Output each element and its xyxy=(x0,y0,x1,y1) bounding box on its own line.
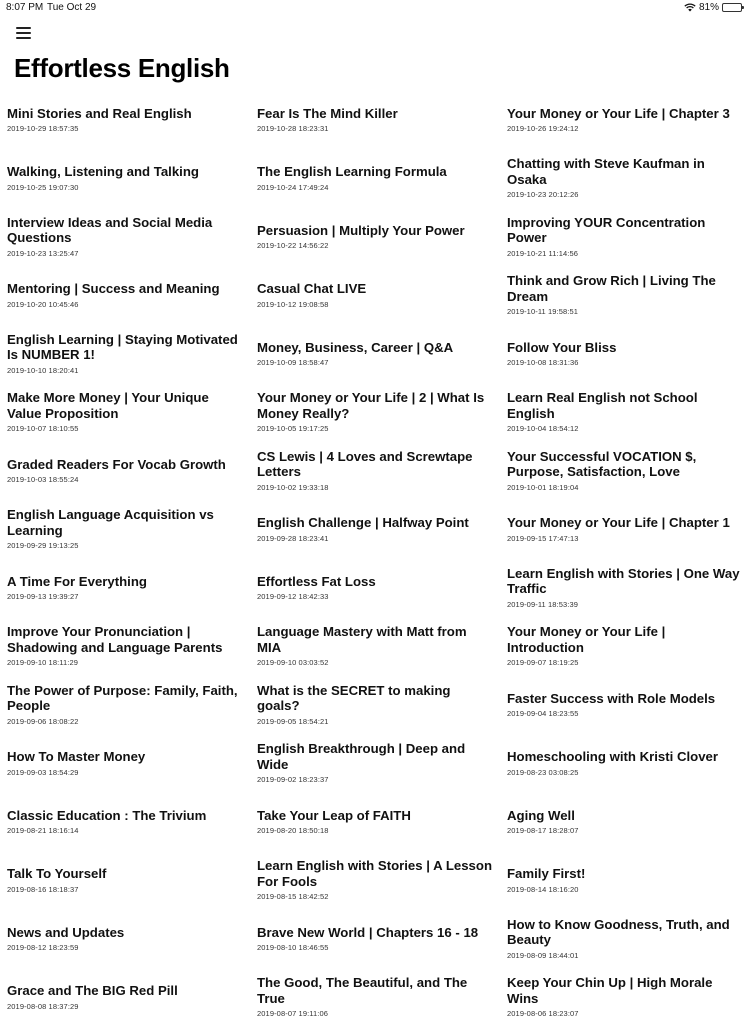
episode-item[interactable] xyxy=(250,558,500,617)
episode-title: Your Money or Your Life | Chapter 1 xyxy=(507,515,744,531)
episode-title: English Learning | Staying Motivated Is NUMBER 1! xyxy=(7,332,244,363)
episode-item[interactable] xyxy=(500,617,750,676)
episode-item[interactable] xyxy=(250,851,500,910)
episode-date: 2019-08-09 18:44:01 xyxy=(507,951,744,960)
episode-date: 2019-09-06 18:08:22 xyxy=(7,717,244,726)
episode-item[interactable] xyxy=(0,324,250,383)
episode-title: Classic Education : The Trivium xyxy=(7,808,244,824)
episode-date: 2019-09-02 18:23:37 xyxy=(257,775,494,784)
episode-title: Interview Ideas and Social Media Questions xyxy=(7,215,244,246)
episode-date: 2019-08-16 18:18:37 xyxy=(7,885,244,894)
episode-item[interactable] xyxy=(0,617,250,676)
episode-title: Brave New World | Chapters 16 - 18 xyxy=(257,925,494,941)
episode-date: 2019-09-29 19:13:25 xyxy=(7,541,244,550)
episode-item[interactable] xyxy=(500,383,750,442)
episode-item[interactable] xyxy=(0,149,250,208)
episode-item[interactable] xyxy=(500,792,750,851)
episode-title: How To Master Money xyxy=(7,749,244,765)
episode-title: Your Money or Your Life | Introduction xyxy=(507,624,744,655)
episode-date: 2019-10-25 19:07:30 xyxy=(7,183,244,192)
episode-title: Your Money or Your Life | Chapter 3 xyxy=(507,106,744,122)
episode-title: How to Know Goodness, Truth, and Beauty xyxy=(507,917,744,948)
episode-item[interactable] xyxy=(500,266,750,325)
episode-title: The Power of Purpose: Family, Faith, People xyxy=(7,683,244,714)
episode-item[interactable] xyxy=(0,909,250,968)
episode-date: 2019-08-21 18:16:14 xyxy=(7,826,244,835)
episode-item[interactable] xyxy=(0,500,250,559)
episode-item[interactable] xyxy=(250,149,500,208)
episode-date: 2019-10-08 18:31:36 xyxy=(507,358,744,367)
episode-date: 2019-10-07 18:10:55 xyxy=(7,424,244,433)
episode-date: 2019-08-06 18:23:07 xyxy=(507,1009,744,1018)
episode-title: Keep Your Chin Up | High Morale Wins xyxy=(507,975,744,1006)
battery-icon xyxy=(722,3,742,12)
episode-date: 2019-08-10 18:46:55 xyxy=(257,943,494,952)
episode-item[interactable] xyxy=(250,383,500,442)
episode-date: 2019-10-23 13:25:47 xyxy=(7,249,244,258)
episode-item[interactable] xyxy=(0,558,250,617)
episode-date: 2019-10-28 18:23:31 xyxy=(257,124,494,133)
episode-item[interactable] xyxy=(500,441,750,500)
episode-title: Homeschooling with Kristi Clover xyxy=(507,749,744,765)
menu-button[interactable] xyxy=(14,24,34,42)
episode-title: Fear Is The Mind Killer xyxy=(257,106,494,122)
page-title: Effortless English xyxy=(14,53,230,84)
episode-date: 2019-10-24 17:49:24 xyxy=(257,183,494,192)
episode-date: 2019-10-05 19:17:25 xyxy=(257,424,494,433)
episode-date: 2019-10-23 20:12:26 xyxy=(507,190,744,199)
episode-date: 2019-10-12 19:08:58 xyxy=(257,300,494,309)
episode-title: Mentoring | Success and Meaning xyxy=(7,281,244,297)
episode-title: News and Updates xyxy=(7,925,244,941)
episode-title: Make More Money | Your Unique Value Proposition xyxy=(7,390,244,421)
episode-date: 2019-09-07 18:19:25 xyxy=(507,658,744,667)
episode-item[interactable] xyxy=(250,441,500,500)
episode-item[interactable] xyxy=(0,441,250,500)
episode-item[interactable] xyxy=(0,851,250,910)
episode-date: 2019-10-26 19:24:12 xyxy=(507,124,744,133)
episode-date: 2019-10-29 18:57:35 xyxy=(7,124,244,133)
episode-item[interactable] xyxy=(500,675,750,734)
episode-date: 2019-08-20 18:50:18 xyxy=(257,826,494,835)
battery-percent: 81% xyxy=(699,2,719,13)
episode-title: Your Successful VOCATION $, Purpose, Satisfaction, Love xyxy=(507,449,744,480)
episode-date: 2019-09-03 18:54:29 xyxy=(7,768,244,777)
episode-title: Family First! xyxy=(507,866,744,882)
episode-item[interactable] xyxy=(0,266,250,325)
episode-item[interactable] xyxy=(0,792,250,851)
episode-title: Talk To Yourself xyxy=(7,866,244,882)
episode-date: 2019-09-04 18:23:55 xyxy=(507,709,744,718)
episode-date: 2019-10-01 18:19:04 xyxy=(507,483,744,492)
episode-date: 2019-10-11 19:58:51 xyxy=(507,307,744,316)
episode-date: 2019-08-14 18:16:20 xyxy=(507,885,744,894)
episode-item[interactable] xyxy=(0,968,250,1026)
episode-title: Improving YOUR Concentration Power xyxy=(507,215,744,246)
episode-date: 2019-09-15 17:47:13 xyxy=(507,534,744,543)
episode-item[interactable] xyxy=(0,207,250,266)
episode-date: 2019-10-03 18:55:24 xyxy=(7,475,244,484)
episode-title: Money, Business, Career | Q&A xyxy=(257,340,494,356)
episode-date: 2019-10-09 18:58:47 xyxy=(257,358,494,367)
episode-date: 2019-08-15 18:42:52 xyxy=(257,892,494,901)
episode-date: 2019-08-12 18:23:59 xyxy=(7,943,244,952)
episode-date: 2019-09-10 03:03:52 xyxy=(257,658,494,667)
episode-title: Grace and The BIG Red Pill xyxy=(7,983,244,999)
episode-title: English Language Acquisition vs Learning xyxy=(7,507,244,538)
episode-item[interactable] xyxy=(250,324,500,383)
hamburger-icon xyxy=(16,27,31,29)
episode-date: 2019-09-28 18:23:41 xyxy=(257,534,494,543)
episode-title: English Breakthrough | Deep and Wide xyxy=(257,741,494,772)
episode-item[interactable] xyxy=(250,968,500,1026)
episode-item[interactable] xyxy=(250,90,500,149)
episode-title: Chatting with Steve Kaufman in Osaka xyxy=(507,156,744,187)
episode-date: 2019-08-23 03:08:25 xyxy=(507,768,744,777)
episode-item[interactable] xyxy=(250,266,500,325)
episode-item[interactable] xyxy=(500,324,750,383)
episode-date: 2019-09-13 19:39:27 xyxy=(7,592,244,601)
episode-date: 2019-09-05 18:54:21 xyxy=(257,717,494,726)
episode-item[interactable] xyxy=(500,149,750,208)
episode-item[interactable] xyxy=(500,968,750,1026)
episode-date: 2019-09-11 18:53:39 xyxy=(507,600,744,609)
episode-title: Faster Success with Role Models xyxy=(507,691,744,707)
episode-date: 2019-08-08 18:37:29 xyxy=(7,1002,244,1011)
episode-item[interactable] xyxy=(250,500,500,559)
episode-title: Graded Readers For Vocab Growth xyxy=(7,457,244,473)
episode-date: 2019-08-07 19:11:06 xyxy=(257,1009,494,1018)
episode-date: 2019-09-10 18:11:29 xyxy=(7,658,244,667)
episode-date: 2019-09-12 18:42:33 xyxy=(257,592,494,601)
episode-date: 2019-10-02 19:33:18 xyxy=(257,483,494,492)
episode-item[interactable] xyxy=(500,851,750,910)
episode-item[interactable] xyxy=(250,792,500,851)
episode-item[interactable] xyxy=(250,207,500,266)
episode-date: 2019-10-04 18:54:12 xyxy=(507,424,744,433)
episode-title: Aging Well xyxy=(507,808,744,824)
episode-date: 2019-10-22 14:56:22 xyxy=(257,241,494,250)
episode-item[interactable] xyxy=(0,675,250,734)
episode-item[interactable] xyxy=(0,383,250,442)
episode-title: Walking, Listening and Talking xyxy=(7,164,244,180)
status-right xyxy=(684,2,742,13)
episode-title: Take Your Leap of FAITH xyxy=(257,808,494,824)
status-date: Tue Oct 29 xyxy=(47,2,96,13)
episode-item[interactable] xyxy=(500,90,750,149)
episode-item[interactable] xyxy=(500,909,750,968)
episode-title: Persuasion | Multiply Your Power xyxy=(257,223,494,239)
status-time: 8:07 PM xyxy=(6,2,43,13)
episode-title: What is the SECRET to making goals? xyxy=(257,683,494,714)
episode-title: Learn English with Stories | A Lesson For Fools xyxy=(257,858,494,889)
episode-item[interactable] xyxy=(500,558,750,617)
episode-item[interactable] xyxy=(250,909,500,968)
episode-date: 2019-08-17 18:28:07 xyxy=(507,826,744,835)
episode-title: Learn English with Stories | One Way Traffic xyxy=(507,566,744,597)
episode-title: A Time For Everything xyxy=(7,574,244,590)
wifi-icon xyxy=(684,3,696,12)
episode-date: 2019-10-10 18:20:41 xyxy=(7,366,244,375)
episode-item[interactable] xyxy=(500,207,750,266)
episode-item[interactable] xyxy=(500,734,750,793)
episode-title: Your Money or Your Life | 2 | What Is Money Really? xyxy=(257,390,494,421)
episode-title: English Challenge | Halfway Point xyxy=(257,515,494,531)
episode-title: Improve Your Pronunciation | Shadowing and Language Parents xyxy=(7,624,244,655)
episode-item[interactable] xyxy=(250,617,500,676)
episode-title: Think and Grow Rich | Living The Dream xyxy=(507,273,744,304)
episode-date: 2019-10-21 11:14:56 xyxy=(507,249,744,258)
episode-title: Follow Your Bliss xyxy=(507,340,744,356)
episode-title: The Good, The Beautiful, and The True xyxy=(257,975,494,1006)
episode-title: Language Mastery with Matt from MIA xyxy=(257,624,494,655)
episode-title: Mini Stories and Real English xyxy=(7,106,244,122)
episode-title: Casual Chat LIVE xyxy=(257,281,494,297)
episode-item[interactable] xyxy=(0,90,250,149)
episode-title: CS Lewis | 4 Loves and Screwtape Letters xyxy=(257,449,494,480)
episode-title: Effortless Fat Loss xyxy=(257,574,494,590)
status-bar xyxy=(0,0,750,16)
episode-item[interactable] xyxy=(0,734,250,793)
episode-title: The English Learning Formula xyxy=(257,164,494,180)
episode-item[interactable] xyxy=(500,500,750,559)
episode-title: Learn Real English not School English xyxy=(507,390,744,421)
episode-date: 2019-10-20 10:45:46 xyxy=(7,300,244,309)
episode-grid xyxy=(0,90,750,1026)
episode-item[interactable] xyxy=(250,675,500,734)
episode-item[interactable] xyxy=(250,734,500,793)
